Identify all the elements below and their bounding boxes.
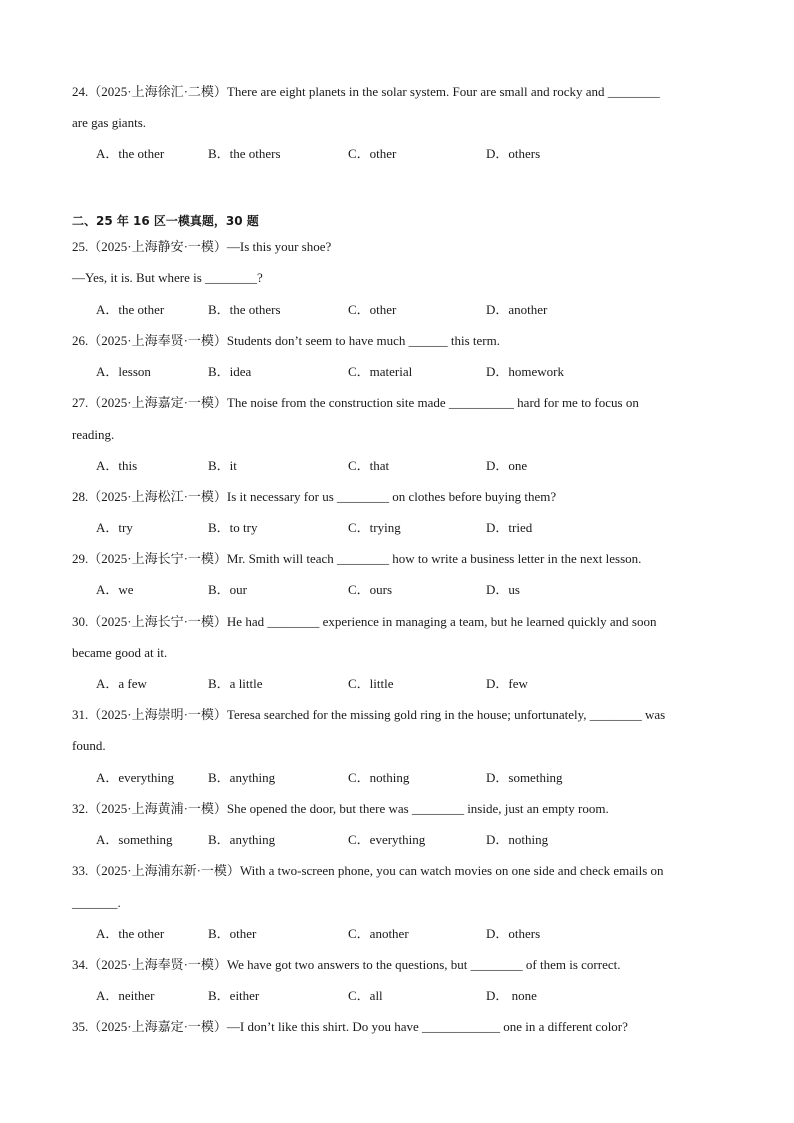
question-24-options [96,146,716,162]
option-d: D．others [486,146,541,161]
option-c: C．everything [348,832,426,847]
option-d: D．others [486,926,541,941]
question-26-line-1: 26.（2025·上海奉贤·一模）Students don’t seem to have much ______ this term. [72,333,500,348]
option-c: C．other [348,146,397,161]
option-c: C．other [348,302,397,317]
question-27-line-1: 27.（2025·上海嘉定·一模）The noise from the construction site made __________ hard for me to focus on [72,395,639,410]
question-25-line-1: 25.（2025·上海静安·一模）—Is this your shoe? [72,239,332,254]
question-31-line-1: 31.（2025·上海崇明·一模）Teresa searched for the missing gold ring in the house; unfortunately, ________ was [72,707,666,722]
option-d: D．nothing [486,832,549,847]
question-27-line-2: reading. [72,427,115,442]
question-33-line-1: 33.（2025·上海浦东新·一模）With a two-screen phone, you can watch movies on one side and check emails on [72,863,664,878]
question-30-options [96,676,716,692]
option-d: D．one [486,458,528,473]
question-29-options [96,582,716,598]
option-a: A．everything [96,770,174,785]
question-32-options [96,832,716,848]
option-d: D． none [486,988,537,1003]
question-25-options [96,302,716,318]
option-b: B．either [208,988,260,1003]
option-c: C．ours [348,582,393,597]
question-31-options [96,770,716,786]
question-24-line-2: are gas giants. [72,115,147,130]
option-a: A．the other [96,146,165,161]
option-b: B．other [208,926,257,941]
option-c: C．another [348,926,409,941]
question-29-line-1: 29.（2025·上海长宁·一模）Mr. Smith will teach ________ how to write a business letter in the next lesson. [72,551,642,566]
option-a: A．this [96,458,138,473]
option-a: A．lesson [96,364,151,379]
option-c: C．trying [348,520,401,535]
section-heading: 二、25 年 16 区一模真题，30 题 [72,214,259,228]
question-30-line-1: 30.（2025·上海长宁·一模）He had ________ experience in managing a team, but he learned quickly and soon [72,614,657,629]
option-c: C．material [348,364,413,379]
option-b: B．the others [208,146,281,161]
option-b: B．it [208,458,237,473]
question-28-line-1: 28.（2025·上海松江·一模）Is it necessary for us ________ on clothes before buying them? [72,489,557,504]
question-33-line-2: _______. [72,895,121,910]
question-33-options [96,926,716,942]
option-c: C．all [348,988,383,1003]
question-34-options [96,988,716,1004]
option-b: B．to try [208,520,258,535]
option-b: B．a little [208,676,263,691]
question-30-line-2: became good at it. [72,645,168,660]
question-34-line-1: 34.（2025·上海奉贤·一模）We have got two answers to the questions, but ________ of them is correct. [72,957,621,972]
option-c: C．little [348,676,394,691]
option-d: D．homework [486,364,564,379]
option-a: A．neither [96,988,155,1003]
question-28-options [96,520,716,536]
question-25-line-2: —Yes, it is. But where is ________? [72,270,263,285]
option-b: B．anything [208,770,276,785]
option-d: D．something [486,770,563,785]
question-32-line-1: 32.（2025·上海黄浦·一模）She opened the door, but there was ________ inside, just an empty room. [72,801,609,816]
question-27-options [96,458,716,474]
question-31-line-2: found. [72,738,106,753]
question-35-line-1: 35.（2025·上海嘉定·一模）—I don’t like this shirt. Do you have ____________ one in a different color? [72,1019,628,1034]
option-b: B．anything [208,832,276,847]
option-a: A．try [96,520,133,535]
option-b: B．the others [208,302,281,317]
option-c: C．that [348,458,390,473]
option-a: A．the other [96,302,165,317]
option-a: A．something [96,832,173,847]
option-a: A．the other [96,926,165,941]
option-d: D．tried [486,520,533,535]
option-d: D．another [486,302,548,317]
option-b: B．our [208,582,248,597]
question-26-options [96,364,716,380]
option-a: A．a few [96,676,147,691]
option-d: D．us [486,582,520,597]
question-24-line-1: 24.（2025·上海徐汇·二模）There are eight planets in the solar system. Four are small and rocky and ________ [72,84,660,99]
option-c: C．nothing [348,770,410,785]
option-a: A．we [96,582,134,597]
option-b: B．idea [208,364,252,379]
option-d: D．few [486,676,528,691]
